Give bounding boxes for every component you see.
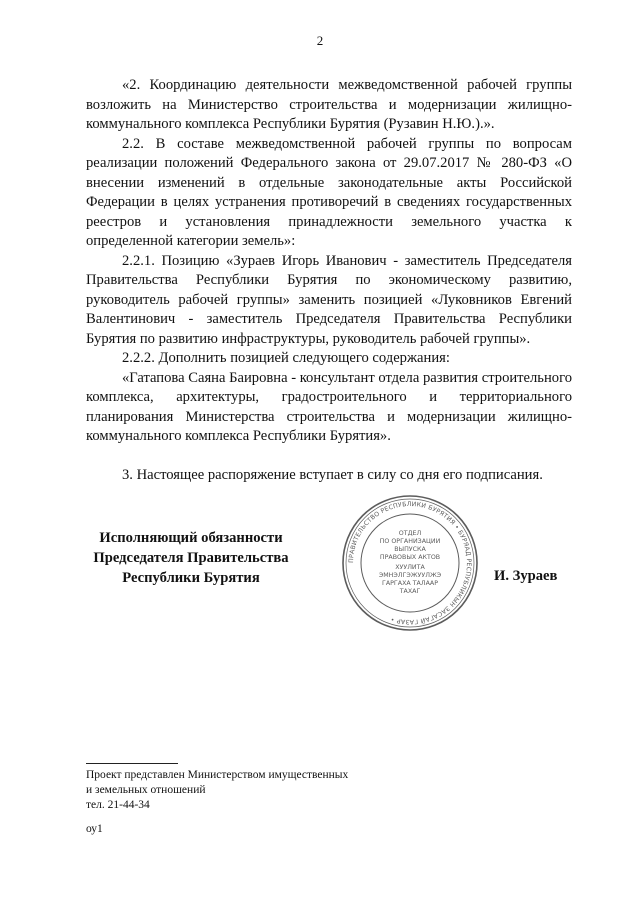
document-code: оу1 — [86, 823, 103, 835]
seal-line: ВЫПУСКА — [394, 546, 426, 553]
document-body — [86, 76, 572, 485]
signer-name: И. Зураев — [494, 568, 558, 584]
seal-line: ГАРГАХА ТАЛААР — [381, 580, 439, 587]
seal-line: ПО ОРГАНИЗАЦИИ — [379, 538, 441, 545]
seal-line: ХУУЛИТА — [395, 564, 425, 571]
signer-title — [86, 528, 296, 588]
seal-ring-text: ПРАВИТЕЛЬСТВО РЕСПУБЛИКИ БУРЯТИЯ • БУРЯАД РЕСПУБЛИКЫН ЗАСАГАЙ ГАЗАР • — [347, 500, 473, 626]
seal-line: ОТДЕЛ — [398, 530, 422, 537]
footnote — [86, 768, 348, 813]
paragraph: 2.2. В составе межведомственной рабочей группы по вопросам реализации положений Федерального закона от 29.07.2017 № 280-ФЗ «О внесении изменений в отдельные законодательные акты Российской Федерации в целях устранения противоречий в сведениях государственных реестров и установления принадлежности земельного участка к определенной категории земель»: — [86, 135, 572, 249]
paragraph: 2.2.2. Дополнить позицией следующего содержания: — [122, 350, 450, 366]
footnote-line: и земельных отношений — [86, 784, 206, 796]
footnote-line: тел. 21-44-34 — [86, 799, 150, 811]
page-number: 2 — [316, 33, 324, 48]
signer-title-line: Исполняющий обязанности — [99, 530, 283, 546]
paragraph: «2. Координацию деятельности межведомственной рабочей группы возложить на Министерство строительства и модернизации жилищно-коммунального комплекса Республики Бурятия (Рузавин Н.Ю.).». — [86, 77, 572, 132]
seal-line: ЭМНЭЛГЭЖУУЛЖЭ — [378, 572, 442, 579]
seal-line: ПРАВОВЫХ АКТОВ — [379, 554, 441, 561]
signer-title-line: Республики Бурятия — [122, 570, 260, 586]
seal-line: ТАХАГ — [399, 588, 421, 595]
paragraph: 2.2.1. Позицию «Зураев Игорь Иванович - заместитель Председателя Правительства Республики Бурятия по экономическому развитию, руководитель рабочей группы» заменить позицией «Луковников Евгений Валентинович - заместитель Председателя Правительства Республики Бурятия по развитию инфраструктуры, руководитель рабочей группы». — [86, 252, 572, 347]
closing-paragraph: 3. Настоящее распоряжение вступает в силу со дня его подписания. — [122, 466, 543, 483]
paragraph: «Гатапова Саяна Баировна - консультант отдела развития строительного комплекса, архитектуры, градостроительного и территориального планирования Министерства строительства и модернизации жилищно-коммунального комплекса Республики Бурятия». — [86, 369, 572, 444]
official-seal — [340, 493, 480, 633]
signer-title-line: Председателя Правительства — [93, 550, 289, 566]
footnote-line: Проект представлен Министерством имущественных — [86, 769, 349, 781]
footnote-divider — [86, 763, 178, 764]
